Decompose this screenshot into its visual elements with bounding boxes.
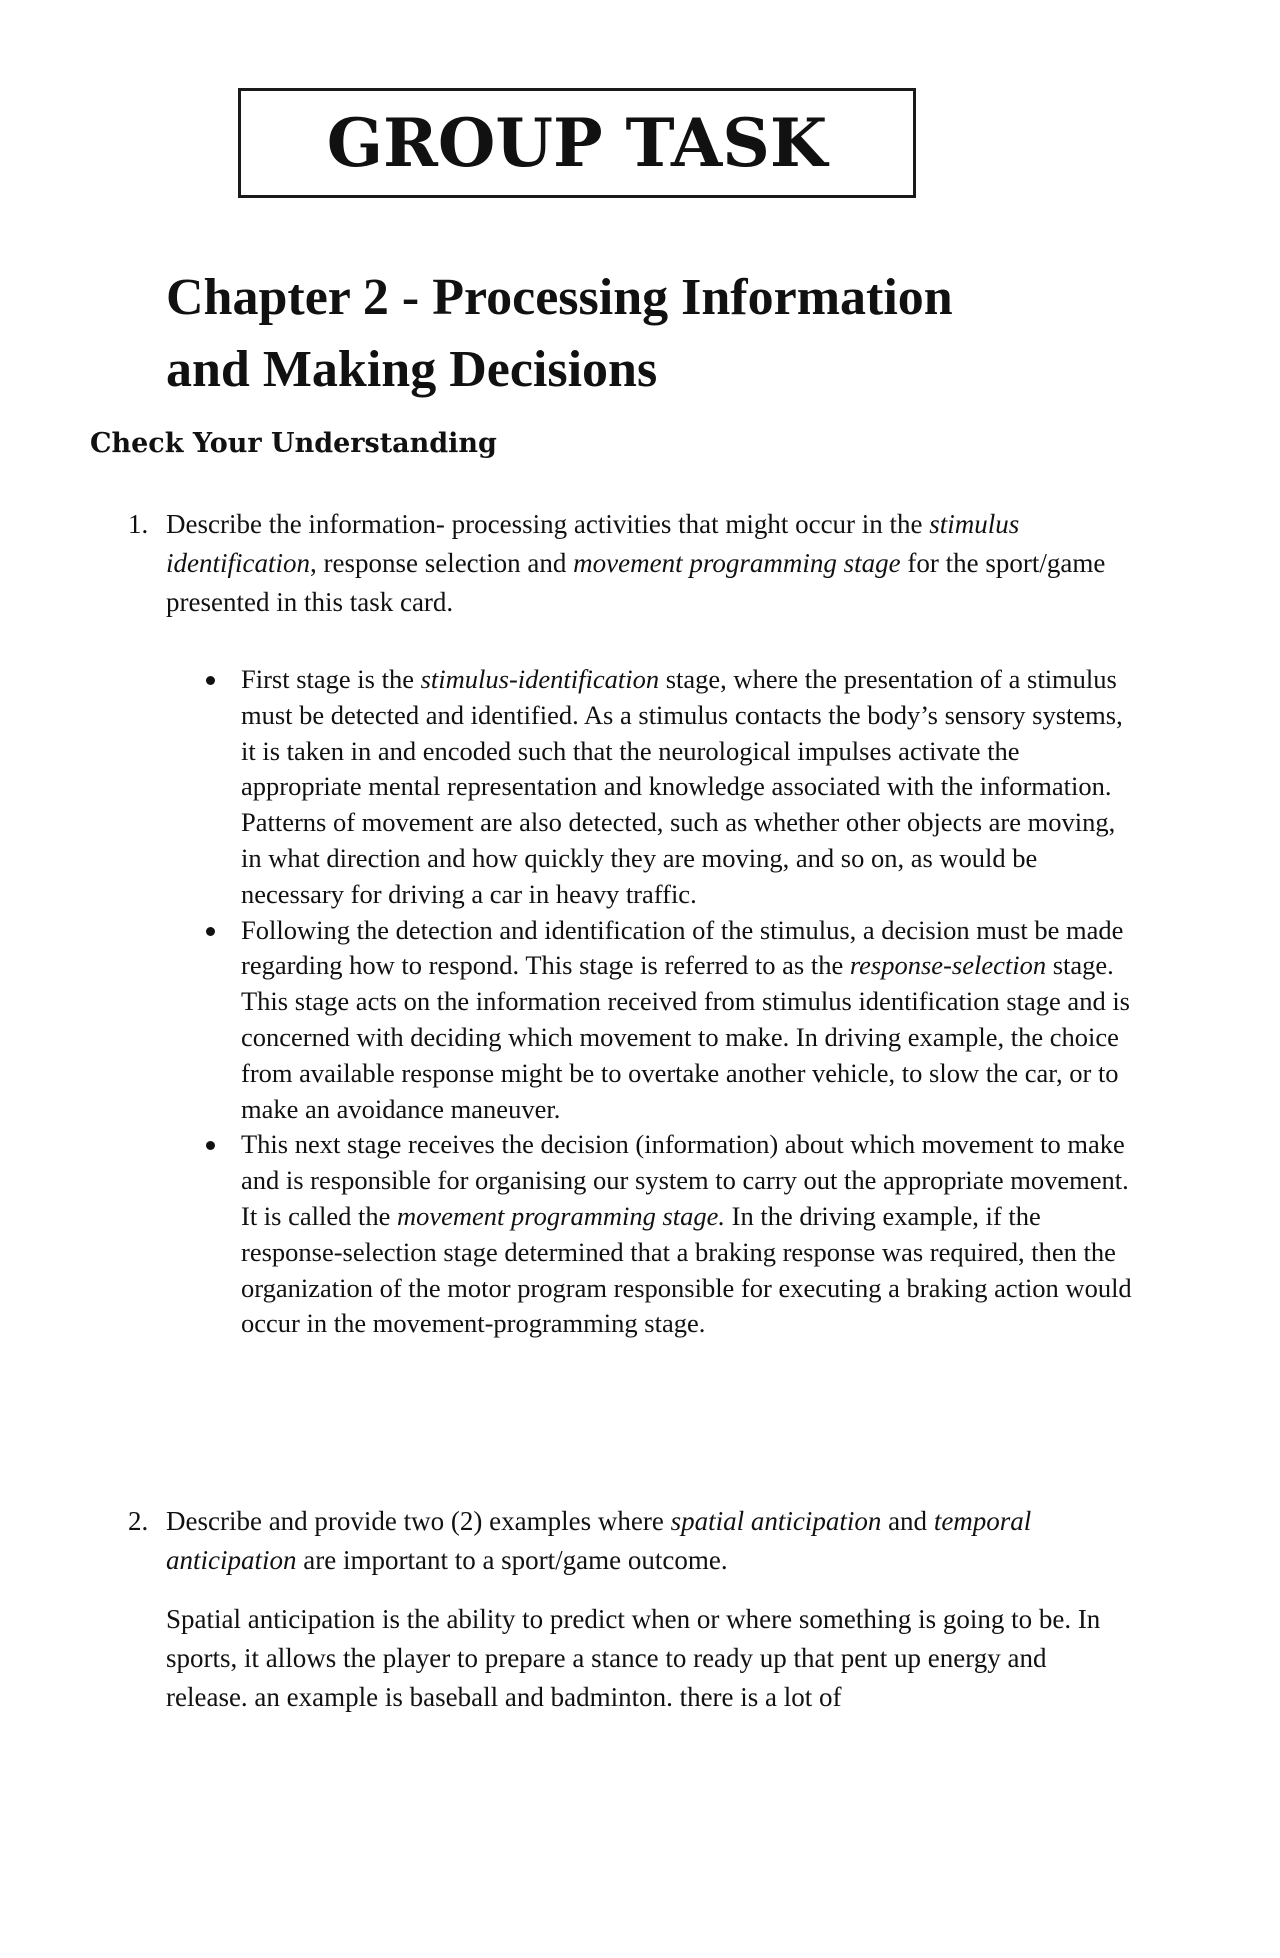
question-text-part: and xyxy=(881,1506,934,1536)
question-emphasis: spatial anticipation xyxy=(670,1506,882,1536)
question-emphasis: stimulus identification xyxy=(166,509,1020,578)
question-text-part: Describe and provide two (2) examples where xyxy=(166,1506,671,1536)
bullet-dot-icon xyxy=(206,676,215,685)
bullet-text: stage, where the presentation of a stimulus must be detected and identified. As a stimulus contacts the body’s sensory systems, it is taken in and encoded such that the neurological impulses activate the appropriate mental representation and knowledge associated with the information. Patterns of movement are also detected, such as whether other objects are moving, in what direction and how quickly they are moving, and so on, as would be necessary for driving a car in heavy traffic. xyxy=(241,664,1123,909)
bullet-dot-icon xyxy=(206,1141,215,1150)
question-text-part: , response selection and xyxy=(309,548,574,578)
bullet-dot-icon xyxy=(206,927,215,936)
bullet-emphasis: movement programming stage. xyxy=(397,1200,726,1231)
chapter-title-line2: and Making Decisions xyxy=(166,341,658,398)
bullet-item xyxy=(200,662,1135,913)
question-1 xyxy=(118,505,1128,622)
question-number: 2. xyxy=(128,1506,149,1536)
question-text xyxy=(166,505,1128,622)
bullet-item xyxy=(200,913,1135,1128)
chapter-title-line1: Chapter 2 - Processing Information xyxy=(166,269,953,326)
question-2 xyxy=(118,1502,1128,1580)
bullet-text: This next stage receives the decision (information) about which movement to make and is responsible for organising our system to carry out the appropriate movement. It is called the xyxy=(241,1129,1129,1231)
group-task-title: GROUP TASK xyxy=(326,104,828,182)
question-text-part: Describe the information- processing activities that might occur in the xyxy=(166,509,930,539)
question-number: 1. xyxy=(128,509,149,539)
question-text-part: for the sport/game presented in this task card. xyxy=(166,548,1106,617)
section-heading: Check Your Understanding xyxy=(90,428,497,459)
answer-paragraph: Spatial anticipation is the ability to predict when or where something is going to be. In sports, it allows the player to prepare a stance to ready up that pent up energy and release. an example is baseball and badminton. there is a lot of xyxy=(166,1604,1101,1712)
bullet-emphasis: response-selection xyxy=(849,950,1047,981)
bullet-text: In the driving example, if the response-selection stage determined that a braking response was required, then the organization of the motor program responsible for executing a braking action would occur in the movement-programming stage. xyxy=(241,1200,1132,1339)
question-emphasis: temporal anticipation xyxy=(166,1506,1032,1575)
answer-bullet-list xyxy=(200,662,1135,1342)
bullet-text: Following the detection and identification of the stimulus, a decision must be made regarding how to respond. This stage is referred to as the xyxy=(241,914,1124,981)
question-emphasis: movement programming stage xyxy=(573,548,901,578)
chapter-title xyxy=(166,262,1066,406)
group-task-title-box xyxy=(238,88,916,198)
question-text-part: are important to a sport/game outcome. xyxy=(296,1545,728,1575)
bullet-item xyxy=(200,1127,1135,1342)
bullet-text: stage. This stage acts on the information received from stimulus identification stage and is concerned with deciding which movement to make. In driving example, the choice from available response might be to overtake another vehicle, to slow the car, or to make an avoidance maneuver. xyxy=(241,950,1130,1124)
bullet-text: First stage is the xyxy=(241,664,421,694)
question-text xyxy=(166,1502,1128,1580)
bullet-emphasis: stimulus-identification xyxy=(420,664,660,694)
